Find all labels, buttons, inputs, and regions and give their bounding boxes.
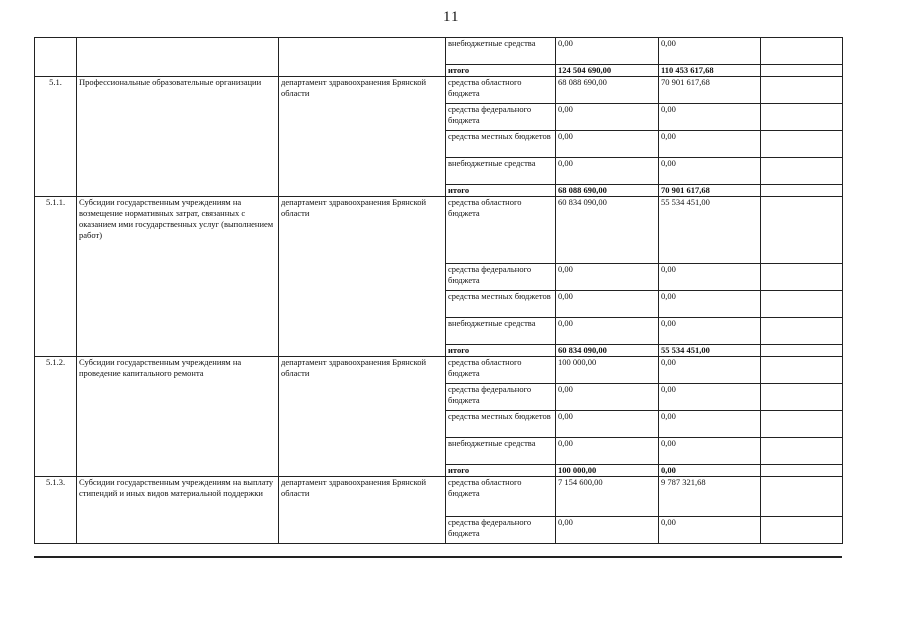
funding-source-label: внебюджетные средства <box>446 158 556 185</box>
empty-cell <box>761 264 843 291</box>
amount-year-1: 0,00 <box>556 264 659 291</box>
amount-year-1: 100 000,00 <box>556 465 659 477</box>
amount-year-2: 0,00 <box>659 158 761 185</box>
amount-year-1: 0,00 <box>556 411 659 438</box>
amount-year-1: 0,00 <box>556 318 659 345</box>
empty-cell <box>761 291 843 318</box>
amount-year-1: 0,00 <box>556 104 659 131</box>
table-bottom-edge <box>34 556 842 558</box>
measure-name-cell: Профессиональные образовательные организации <box>77 77 279 197</box>
table-row <box>35 197 843 264</box>
amount-year-2: 70 901 617,68 <box>659 77 761 104</box>
amount-year-1: 68 088 690,00 <box>556 185 659 197</box>
empty-cell <box>761 158 843 185</box>
amount-year-1: 0,00 <box>556 131 659 158</box>
executor-cell: департамент здравоохранения Брянской области <box>279 197 446 357</box>
measure-name-cell: Субсидии государственным учреждениям на проведение капитального ремонта <box>77 357 279 477</box>
amount-year-2: 0,00 <box>659 517 761 544</box>
empty-cell <box>761 345 843 357</box>
funding-source-label: итого <box>446 185 556 197</box>
empty-cell <box>761 104 843 131</box>
empty-cell <box>761 38 843 65</box>
table-row <box>35 357 843 384</box>
amount-year-1: 68 088 690,00 <box>556 77 659 104</box>
funding-source-label: внебюджетные средства <box>446 438 556 465</box>
funding-source-label: средства областного бюджета <box>446 197 556 264</box>
row-number-cell: 5.1.3. <box>35 477 77 544</box>
amount-year-2: 0,00 <box>659 104 761 131</box>
amount-year-2: 0,00 <box>659 131 761 158</box>
amount-year-2: 0,00 <box>659 411 761 438</box>
empty-cell <box>761 384 843 411</box>
amount-year-2: 0,00 <box>659 384 761 411</box>
funding-source-label: средства федерального бюджета <box>446 517 556 544</box>
table-row <box>35 477 843 517</box>
amount-year-2: 55 534 451,00 <box>659 197 761 264</box>
table-row <box>35 77 843 104</box>
amount-year-1: 0,00 <box>556 291 659 318</box>
amount-year-1: 100 000,00 <box>556 357 659 384</box>
funding-source-label: итого <box>446 345 556 357</box>
funding-source-label: средства федерального бюджета <box>446 104 556 131</box>
empty-cell <box>761 517 843 544</box>
amount-year-2: 0,00 <box>659 318 761 345</box>
measure-name-cell: Субсидии государственным учреждениям на возмещение нормативных затрат, связанных с оказанием ими государственных услуг (выполнением работ) <box>77 197 279 357</box>
amount-year-2: 0,00 <box>659 438 761 465</box>
amount-year-2: 0,00 <box>659 38 761 65</box>
funding-source-label: средства областного бюджета <box>446 477 556 517</box>
table-row <box>35 38 843 65</box>
amount-year-2: 0,00 <box>659 465 761 477</box>
row-number-cell: 5.1.2. <box>35 357 77 477</box>
row-number-cell: 5.1. <box>35 77 77 197</box>
executor-cell: департамент здравоохранения Брянской области <box>279 477 446 544</box>
empty-cell <box>761 465 843 477</box>
funding-source-label: средства местных бюджетов <box>446 291 556 318</box>
amount-year-2: 110 453 617,68 <box>659 65 761 77</box>
executor-cell <box>279 38 446 77</box>
funding-source-label: средства федерального бюджета <box>446 384 556 411</box>
amount-year-2: 70 901 617,68 <box>659 185 761 197</box>
amount-year-1: 124 504 690,00 <box>556 65 659 77</box>
amount-year-1: 0,00 <box>556 517 659 544</box>
empty-cell <box>761 318 843 345</box>
row-number-cell <box>35 38 77 77</box>
empty-cell <box>761 131 843 158</box>
executor-cell: департамент здравоохранения Брянской области <box>279 357 446 477</box>
amount-year-1: 60 834 090,00 <box>556 345 659 357</box>
amount-year-1: 0,00 <box>556 438 659 465</box>
funding-source-label: средства местных бюджетов <box>446 411 556 438</box>
funding-source-label: средства областного бюджета <box>446 77 556 104</box>
row-number-cell: 5.1.1. <box>35 197 77 357</box>
empty-cell <box>761 438 843 465</box>
funding-source-label: итого <box>446 465 556 477</box>
amount-year-1: 60 834 090,00 <box>556 197 659 264</box>
measure-name-cell <box>77 38 279 77</box>
funding-source-label: средства областного бюджета <box>446 357 556 384</box>
amount-year-1: 0,00 <box>556 38 659 65</box>
amount-year-1: 7 154 600,00 <box>556 477 659 517</box>
empty-cell <box>761 65 843 77</box>
funding-source-label: внебюджетные средства <box>446 38 556 65</box>
funding-source-label: итого <box>446 65 556 77</box>
empty-cell <box>761 197 843 264</box>
empty-cell <box>761 411 843 438</box>
amount-year-2: 0,00 <box>659 357 761 384</box>
amount-year-1: 0,00 <box>556 384 659 411</box>
empty-cell <box>761 357 843 384</box>
funding-source-label: средства местных бюджетов <box>446 131 556 158</box>
empty-cell <box>761 477 843 517</box>
amount-year-2: 9 787 321,68 <box>659 477 761 517</box>
budget-table <box>34 37 843 544</box>
page-number: 11 <box>443 9 460 25</box>
empty-cell <box>761 77 843 104</box>
amount-year-2: 0,00 <box>659 264 761 291</box>
funding-source-label: средства федерального бюджета <box>446 264 556 291</box>
executor-cell: департамент здравоохранения Брянской области <box>279 77 446 197</box>
amount-year-2: 0,00 <box>659 291 761 318</box>
funding-source-label: внебюджетные средства <box>446 318 556 345</box>
empty-cell <box>761 185 843 197</box>
measure-name-cell: Субсидии государственным учреждениям на выплату стипендий и иных видов материальной поддержки <box>77 477 279 544</box>
amount-year-1: 0,00 <box>556 158 659 185</box>
amount-year-2: 55 534 451,00 <box>659 345 761 357</box>
